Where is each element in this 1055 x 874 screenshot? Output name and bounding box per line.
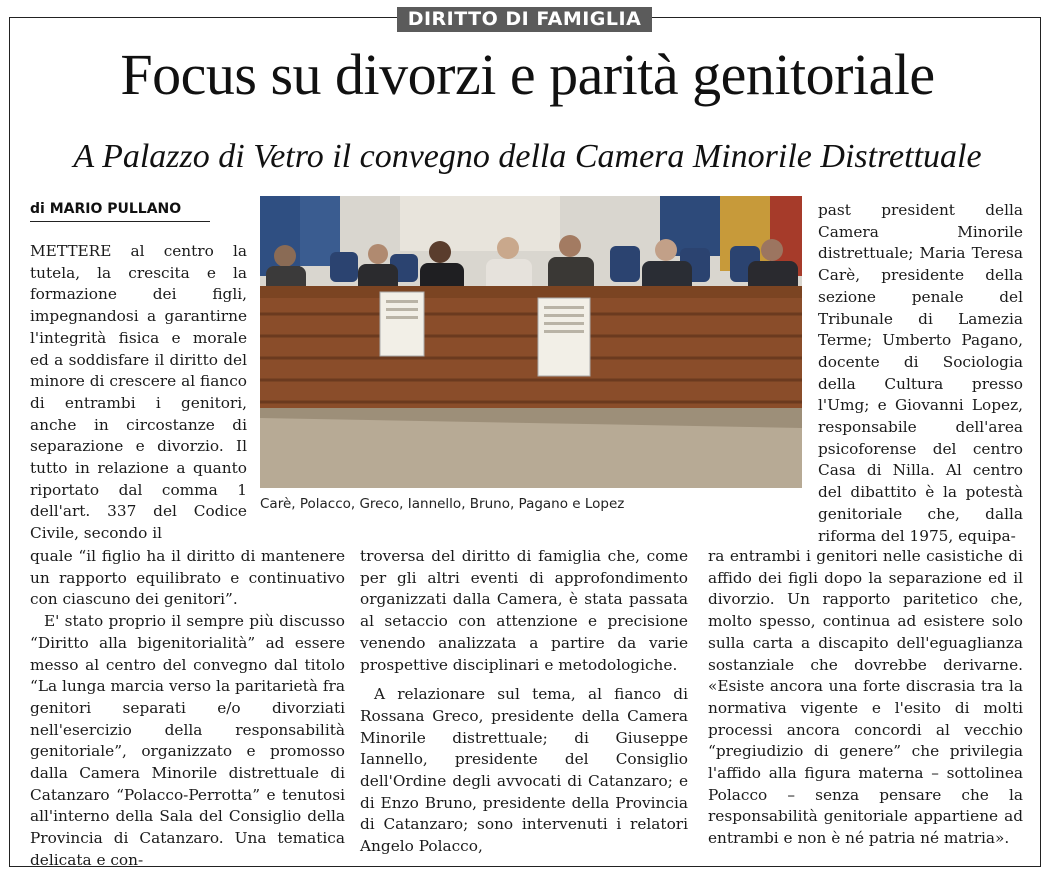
column-3-top	[818, 200, 1023, 547]
paragraph: METTERE al centro la tutela, la crescita e la formazione dei figli, impegnandosi a garantirne l'integrità fisica e morale ed a soddisfare il diritto del minore di crescere al fianco di entrambi i genitori, anche in circostanze di separazione e divorzio. Il tutto in relazione a quanto riportato dal comma 1 dell'art. 337 del Codice Civile, secondo il	[30, 242, 247, 543]
paragraph: troversa del diritto di famiglia che, come per gli altri eventi di approfondimento organizzati dalla Camera, è stata passata al setaccio con attenzione e precisione venendo analizzata a partire da varie prospettive disciplinari e metodologiche.	[360, 547, 688, 674]
paragraph: ra entrambi i genitori nelle casistiche di affido dei figli dopo la separazione ed il divorzio. Un rapporto paritetico che, molto spesso, continua ad esistere solo sulla carta a discapito dell'eguaglianza sostanziale che dovrebbe derivarne. «Esiste ancora una forte discrasia tra la normativa vigente e l'esito di molti processi ancora concordi al vecchio “pregiudizio di genere” che privilegia l'affido alla figura materna – sottolinea Polacco – senza pensare che la responsabilità genitoriale appartiene ad entrambi e non è né patria né matria».	[708, 547, 1023, 848]
subheadline: A Palazzo di Vetro il convegno della Camera Minorile Distrettuale	[73, 138, 982, 175]
paragraph: A relazionare sul tema, al fianco di Rossana Greco, presidente della Camera Minorile distrettuale; di Giuseppe Iannello, presidente del Consiglio dell'Ordine degli avvocati di Catanzaro; e di Enzo Bruno, presidente della Provincia di Catanzaro; sono intervenuti i relatori Angelo Polacco,	[360, 685, 688, 856]
paragraph: past president della Camera Minorile distrettuale; Maria Teresa Carè, presidente della sezione penale del Tribunale di Lamezia Terme; Umberto Pagano, docente di Sociologia della Cultura presso l'Umg; e Giovanni Lopez, responsabile dell'area psicoforense del centro Casa di Nilla. Al centro del dibattito è la potestà genitoriale che, dalla riforma del 1975, equipa-	[818, 201, 1023, 545]
paragraph: quale “il figlio ha il diritto di mantenere un rapporto equilibrato e continuativo con ciascuno dei genitori”.	[30, 547, 345, 609]
column-2	[360, 546, 688, 858]
column-1-bottom	[30, 546, 345, 872]
byline: di MARIO PULLANO	[30, 199, 210, 222]
conference-photo	[260, 196, 802, 488]
column-3-bottom	[708, 546, 1023, 850]
section-tag: DIRITTO DI FAMIGLIA	[397, 7, 652, 32]
paragraph: E' stato proprio il sempre più discusso “Diritto alla bigenitorialità” ad essere messo al centro del convegno dal titolo “La lunga marcia verso la paritarietà fra genitori separati e/o divorziati nell'esercizio della responsabilità genitoriale”, organizzato e promosso dalla Camera Minorile distrettuale di Catanzaro “Polacco-Perrotta” e tenutosi all'interno della Sala del Consiglio della Provincia di Catanzaro. Una tematica delicata e con-	[30, 612, 345, 869]
headline: Focus su divorzi e parità genitoriale	[120, 42, 935, 107]
photo-caption: Carè, Polacco, Greco, Iannello, Bruno, Pagano e Lopez	[260, 496, 625, 512]
column-1-top	[30, 241, 247, 545]
